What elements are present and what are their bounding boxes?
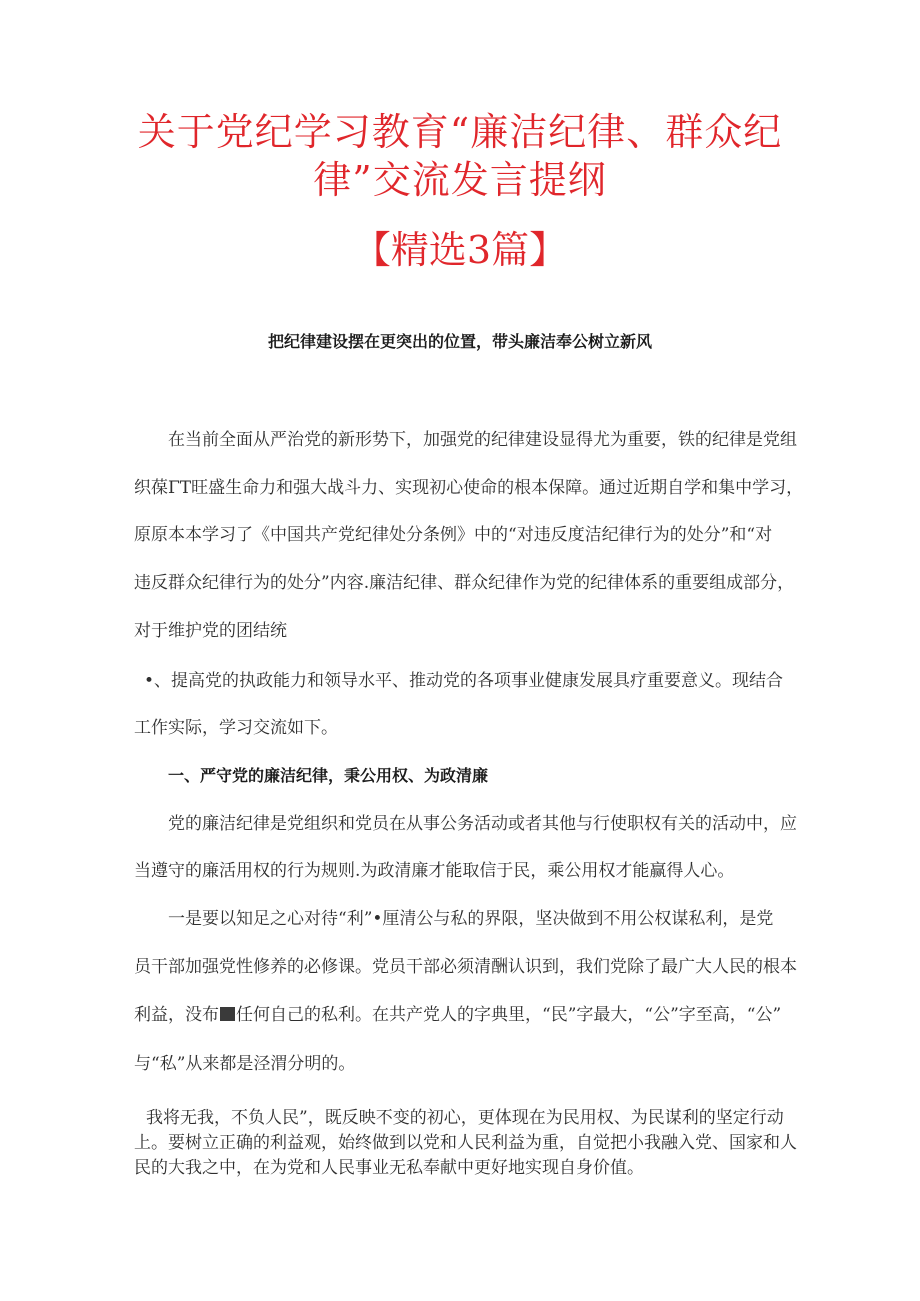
closing-line-2: 上。要树立正确的利益观，始终做到以党和人民利益为重，自觉把小我融入党、国家和人 <box>134 1133 797 1153</box>
title-text-1: 关于党纪学习教育“廉洁纪律、群众纪 <box>137 110 783 154</box>
intro-line-1: 在当前全面从严治党的新形势下，加强党的纪律建设显得尤为重要，铁的纪律是党组 <box>168 430 797 450</box>
point-1-line-2: 员干部加强党性修养的必修课。党员干部必须清酬认识到，我们党除了最广大人民的根本 <box>134 957 797 977</box>
intro-line-5: 对于维护党的团结统 <box>134 621 287 641</box>
document-title-line-2 <box>100 152 820 208</box>
title-text-2: 律”交流发言提纲 <box>313 158 607 202</box>
bullet-line-2: 工作实际，学习交流如下。 <box>134 718 338 738</box>
section-1-line-1: 党的廉洁纪律是党组织和党员在从事公务活动或者其他与行使职权有关的活动中，应 <box>168 814 797 834</box>
intro-line-2: 织葆ΓΤ旺盛生命力和强大战斗力、实现初心使命的根本保障。通过近期自学和集中学习， <box>134 478 804 498</box>
intro-line-3: 原原本本学习了《中国共产党纪律处分条例》中的“对违反度洁纪律行为的处分”和“对 <box>134 525 773 545</box>
closing-line-1: 我将无我，不负人民”，既反映不变的初心，更体现在为民用权、为民谋利的坚定行动 <box>146 1108 784 1128</box>
point-1-line-3-after: 任何自己的私利。在共产党人的字典里，“民”字最大，“公”字至高，“公” <box>236 1005 782 1025</box>
closing-line-3: 民的大我之中，在为党和人民事业无私奉献中更好地实现自身价值。 <box>134 1158 644 1178</box>
document-subtitle: 【精选3篇】 <box>352 228 568 272</box>
intro-line-4: 违反群众纪律行为的处分”内容.廉洁纪律、群众纪律作为党的纪律体系的重要组成部分， <box>134 573 795 593</box>
point-1-line-3 <box>134 1001 794 1029</box>
bullet-line-1: •、提高党的执政能力和领导水平、推动党的各项事业健康发展具疗重要意义。现结合 <box>144 671 784 691</box>
point-1-line-4: 与“私”从来都是泾渭分明的。 <box>134 1054 356 1074</box>
section-1-line-2: 当遵守的廉活用权的行为规则.为政清廉才能取信于民，乘公用权才能赢得人心。 <box>134 861 735 881</box>
redacted-block-icon <box>220 1007 235 1021</box>
article-headline: 把纪律建设摆在更突出的位置，带头廉洁奉公树立新风 <box>267 332 652 351</box>
point-1-line-1: 一是要以知足之心对待“利”•厘清公与私的界限，坚决做到不用公权谋私利，是党 <box>168 909 774 929</box>
section-1-heading: 一、严守党的廉洁纪律，秉公用权、为政清廉 <box>168 766 489 785</box>
point-1-line-3-before: 利益，没布 <box>134 1005 219 1025</box>
